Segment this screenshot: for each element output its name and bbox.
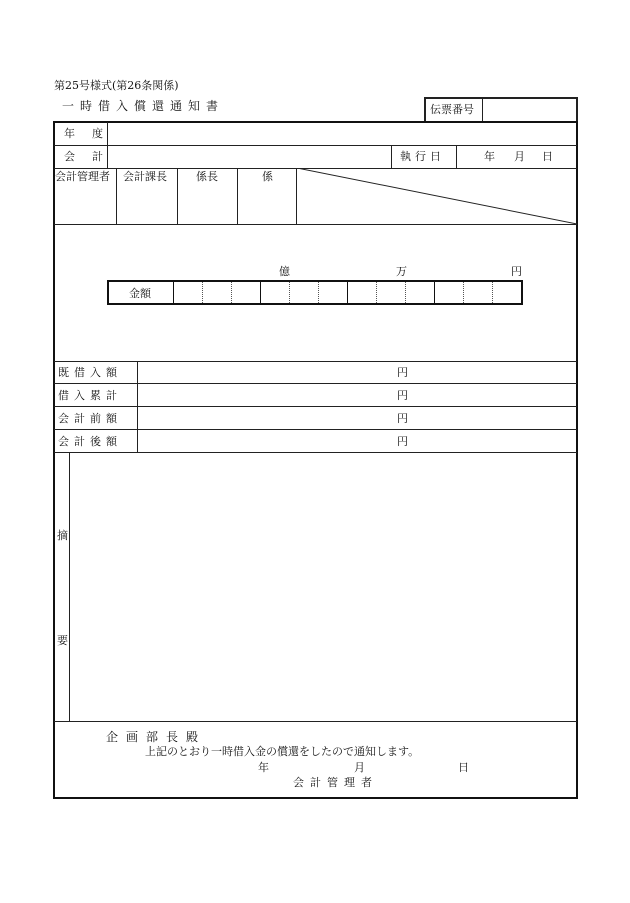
summary-row-label: 借入累計 <box>58 389 122 402</box>
form-title: 一時借入償還通知書 <box>62 99 225 113</box>
summary-row <box>54 361 577 384</box>
amount-label: 金額 <box>129 287 151 300</box>
execution-date-month: 月 <box>514 150 525 163</box>
summary-row-value[interactable] <box>140 363 390 382</box>
approval-section-chief: 会計課長 <box>123 170 167 183</box>
summary-row-value[interactable] <box>140 432 390 451</box>
execution-date-year: 年 <box>484 150 495 163</box>
summary-row-value[interactable] <box>140 409 390 428</box>
notice-month: 月 <box>354 761 365 774</box>
summary-row-unit: 円 <box>397 412 408 425</box>
amount-digit-cell[interactable] <box>376 282 405 303</box>
amount-digit-cell[interactable] <box>318 282 347 303</box>
summary-row-unit: 円 <box>397 435 408 448</box>
fiscal-year-field[interactable] <box>110 125 574 143</box>
amount-digit-cell[interactable] <box>289 282 318 303</box>
amount-digit-cell[interactable] <box>492 282 521 303</box>
summary-row <box>54 407 577 430</box>
summary-row-value[interactable] <box>140 386 390 405</box>
notice-day: 日 <box>458 761 469 774</box>
summary-row-unit: 円 <box>397 366 408 379</box>
remarks-label-top: 摘 <box>57 529 68 542</box>
execution-date-day: 日 <box>542 150 553 163</box>
notice-year: 年 <box>258 761 269 774</box>
notice-addressee: 企画部長殿 <box>106 730 207 744</box>
remarks-label-bottom: 要 <box>57 634 68 647</box>
amount-digit-cell[interactable] <box>463 282 492 303</box>
notice-signer: 会計管理者 <box>293 776 378 789</box>
slip-number-field[interactable] <box>488 104 574 118</box>
summary-row-label: 会計前額 <box>58 412 122 425</box>
amount-digit-cell[interactable] <box>202 282 231 303</box>
account-label: 会 計 <box>64 150 106 163</box>
execution-date-label: 執行日 <box>400 150 445 163</box>
summary-row-unit: 円 <box>397 389 408 402</box>
slip-number-label: 伝票番号 <box>430 103 474 116</box>
summary-table <box>54 361 577 453</box>
summary-row-label: 既借入額 <box>58 366 122 379</box>
amount-digit-cell[interactable] <box>405 282 434 303</box>
account-field[interactable] <box>110 148 388 166</box>
unit-oku: 億 <box>279 265 290 278</box>
form-number: 第25号様式(第26条関係) <box>54 79 179 92</box>
amount-digit-cells[interactable] <box>173 282 521 303</box>
amount-digit-cell[interactable] <box>231 282 260 303</box>
diagonal-strike <box>297 168 577 224</box>
amount-digit-cell[interactable] <box>260 282 289 303</box>
amount-digit-cell[interactable] <box>434 282 463 303</box>
approval-accounting-manager: 会計管理者 <box>55 170 110 183</box>
summary-row-label: 会計後額 <box>58 435 122 448</box>
notice-body: 上記のとおり一時借入金の償還をしたので通知します。 <box>145 745 420 758</box>
fiscal-year-label: 年 度 <box>64 127 106 140</box>
approval-staff: 係 <box>262 170 273 183</box>
approval-subsection-chief: 係長 <box>196 170 218 183</box>
amount-digit-cell[interactable] <box>173 282 202 303</box>
remarks-field[interactable] <box>72 456 575 718</box>
unit-yen: 円 <box>511 265 522 278</box>
summary-row <box>54 384 577 407</box>
amount-digit-cell[interactable] <box>347 282 376 303</box>
unit-man: 万 <box>396 265 407 278</box>
summary-row <box>54 430 577 453</box>
